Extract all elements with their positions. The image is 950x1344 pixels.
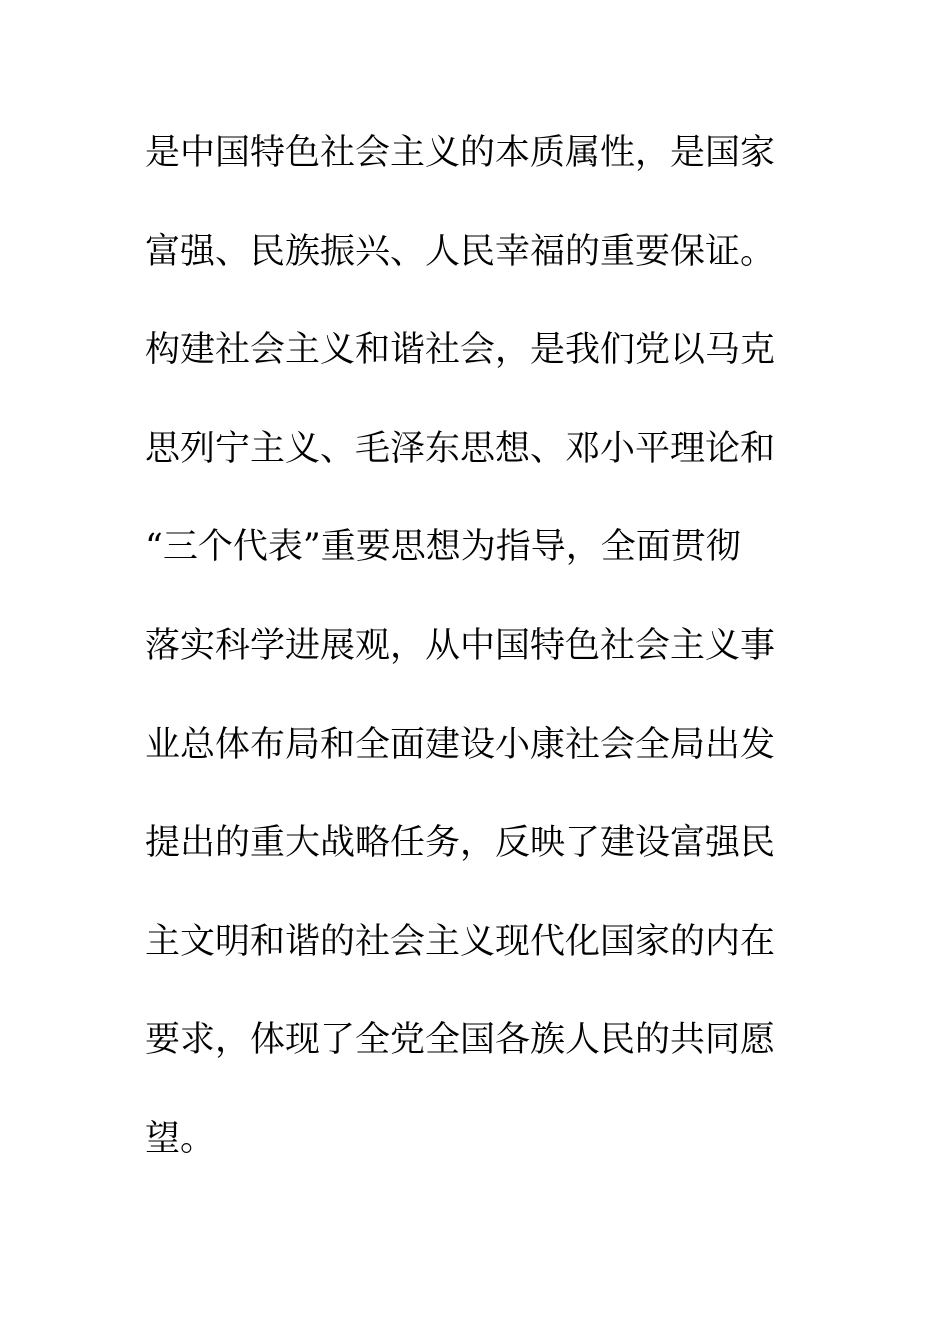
text-line: 落实科学进展观，从中国特色社会主义事 [145, 625, 776, 666]
text-line: “三个代表”重要思想为指导，全面贯彻 [145, 527, 741, 568]
text-line: 业总体布局和全面建设小康社会全局出发 [145, 724, 776, 765]
text-line: 提出的重大战略任务，反映了建设富强民 [145, 823, 776, 864]
text-line: 主文明和谐的社会主义现代化国家的内在 [145, 921, 776, 962]
text-line: 思列宁主义、毛泽东思想、邓小平理论和 [145, 428, 776, 469]
text-line: 是中国特色社会主义的本质属性，是国家 [145, 133, 776, 173]
text-line: 要求，体现了全党全国各族人民的共同愿 [145, 1020, 776, 1061]
text-line: 望。 [145, 1118, 216, 1159]
body-paragraph [145, 122, 805, 1207]
text-line: 富强、民族振兴、人民幸福的重要保证。 [145, 231, 776, 272]
text-line: 构建社会主义和谐社会，是我们党以马克 [145, 330, 776, 371]
